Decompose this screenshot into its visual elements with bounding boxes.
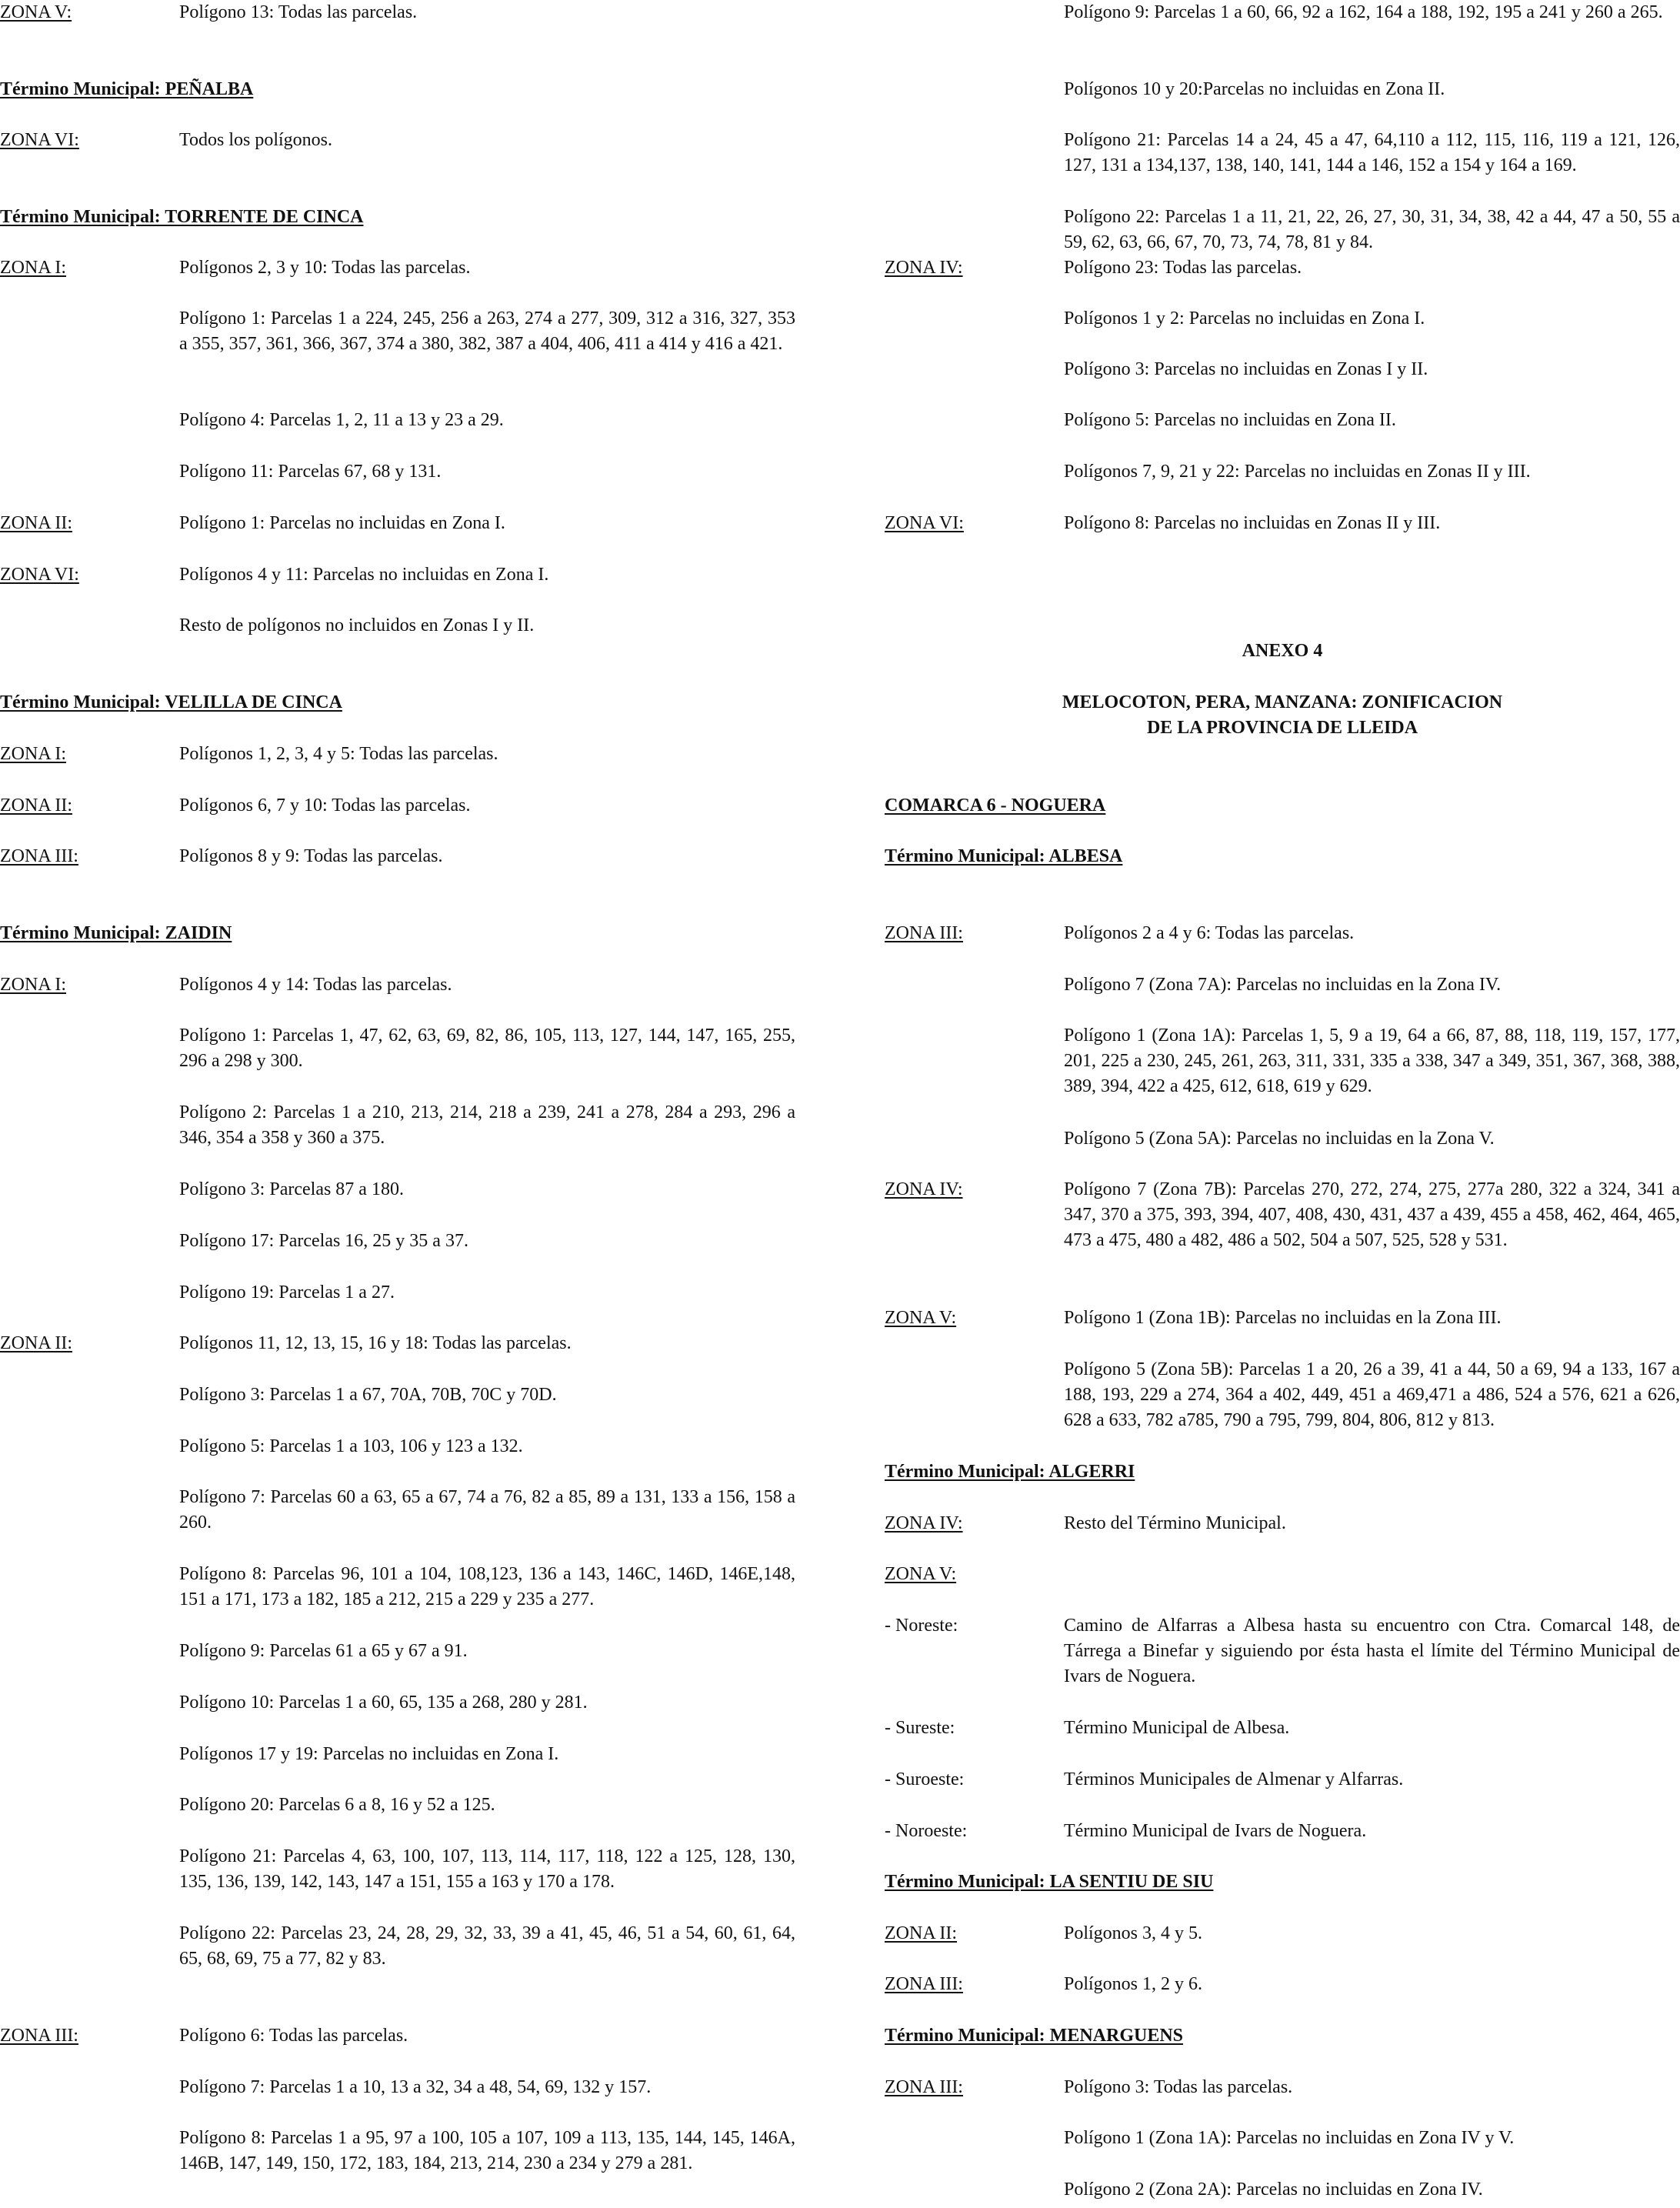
zone-label: - Noroeste: <box>885 1821 968 1841</box>
zone-description: Polígono 7 (Zona 7A): Parcelas no incluidas en la Zona IV. <box>1064 975 1502 995</box>
municipality-heading: Término Municipal: ALGERRI <box>885 1462 1135 1482</box>
zone-description: Resto del Término Municipal. <box>1064 1513 1286 1533</box>
municipality-heading: Término Municipal: ALBESA <box>885 846 1123 866</box>
zone-description: Polígono 8: Parcelas 1 a 95, 97 a 100, 105 a 107, 109 a 113, 135, 144, 145, 146A, 146B, 147, 149, 150, 172, 183, 184, 213, 214, 230 a 234 y 279 a 281. <box>179 2128 795 2173</box>
zone-label: - Noreste: <box>885 1616 958 1636</box>
zone-label: ZONA II: <box>0 1333 72 1353</box>
zone-label: ZONA III: <box>885 2077 963 2097</box>
zone-description: Polígono 21: Parcelas 14 a 24, 45 a 47, 64,110 a 112, 115, 116, 119 a 121, 126, 127, 131 a 134,137, 138, 140, 141, 144 a 146, 152 a 154 y 164 a 169. <box>1064 130 1680 175</box>
zone-description: Polígonos 10 y 20:Parcelas no incluidas en Zona II. <box>1064 79 1445 99</box>
zone-label: ZONA II: <box>885 1923 957 1943</box>
zone-description: Polígono 1 (Zona 1A): Parcelas no incluidas en Zona IV y V. <box>1064 2128 1515 2148</box>
zone-label: ZONA III: <box>0 846 78 866</box>
zone-description: Polígono 3: Parcelas 1 a 67, 70A, 70B, 70C y 70D. <box>179 1385 557 1405</box>
zone-description: Polígono 3: Parcelas no incluidas en Zonas I y II. <box>1064 359 1428 379</box>
zone-description: Polígono 2: Parcelas 1 a 210, 213, 214, 218 a 239, 241 a 278, 284 a 293, 296 a 346, 354 a 358 y 360 a 375. <box>179 1102 795 1148</box>
zone-label: ZONA V: <box>885 1308 957 1328</box>
zone-description: Polígonos 1 y 2: Parcelas no incluidas en Zona I. <box>1064 309 1425 329</box>
zone-label: ZONA IV: <box>885 1513 963 1533</box>
zone-label: ZONA VI: <box>885 513 964 533</box>
zone-description: Polígono 4: Parcelas 1, 2, 11 a 13 y 23 a 29. <box>179 410 504 430</box>
zone-label: ZONA IV: <box>885 1179 963 1199</box>
zone-description: Polígono 6: Todas las parcelas. <box>179 2026 408 2046</box>
zone-description: Polígono 9: Parcelas 61 a 65 y 67 a 91. <box>179 1641 468 1661</box>
zone-description: Término Municipal de Albesa. <box>1064 1718 1290 1738</box>
zone-description: Todos los polígonos. <box>179 130 333 150</box>
zone-description: Polígonos 6, 7 y 10: Todas las parcelas. <box>179 795 471 815</box>
zone-description: Polígonos 2 a 4 y 6: Todas las parcelas. <box>1064 923 1355 943</box>
annex-title: ANEXO 4 <box>1242 641 1323 661</box>
municipality-heading: COMARCA 6 - NOGUERA <box>885 795 1106 815</box>
zone-description: Polígono 1: Parcelas no incluidas en Zona I. <box>179 513 505 533</box>
annex-subtitle-line1: MELOCOTON, PERA, MANZANA: ZONIFICACION <box>1062 692 1503 712</box>
zone-label: ZONA IV: <box>885 258 963 278</box>
zone-label: ZONA I: <box>0 975 66 995</box>
zone-description: Polígono 1 (Zona 1B): Parcelas no incluidas en la Zona III. <box>1064 1308 1502 1328</box>
zone-description: Polígono 7: Parcelas 1 a 10, 13 a 32, 34 a 48, 54, 69, 132 y 157. <box>179 2077 652 2097</box>
zone-label: ZONA V: <box>885 1564 957 1584</box>
annex-subtitle-line2: DE LA PROVINCIA DE LLEIDA <box>1146 718 1418 738</box>
zone-label: ZONA VI: <box>0 565 79 585</box>
zone-description: Polígono 3: Todas las parcelas. <box>1064 2077 1293 2097</box>
municipality-heading: Término Municipal: TORRENTE DE CINCA <box>0 207 364 227</box>
municipality-heading: Término Municipal: ZAIDIN <box>0 923 232 943</box>
zone-description: Polígono 5 (Zona 5B): Parcelas 1 a 20, 26 a 39, 41 a 44, 50 a 69, 94 a 133, 167 a 188, 193, 229 a 274, 364 a 402, 449, 451 a 469,471 a 486, 524 a 576, 621 a 626, 628 a 633, 782 a785, 790 a 795, 799, 804, 806, 812 y 813. <box>1064 1359 1680 1430</box>
zone-label: - Suroeste: <box>885 1769 965 1789</box>
zone-description: Polígono 1: Parcelas 1 a 224, 245, 256 a 263, 274 a 277, 309, 312 a 316, 327, 353 a 355, 357, 361, 366, 367, 374 a 380, 382, 387 a 404, 406, 411 a 414 y 416 a 421. <box>179 309 795 354</box>
municipality-heading: Término Municipal: LA SENTIU DE SIU <box>885 1872 1214 1892</box>
zone-description: Resto de polígonos no incluidos en Zonas I y II. <box>179 615 535 635</box>
zone-description: Polígonos 3, 4 y 5. <box>1064 1923 1203 1943</box>
zone-description: Polígonos 17 y 19: Parcelas no incluidas en Zona I. <box>179 1744 559 1764</box>
zone-label: ZONA III: <box>885 923 963 943</box>
zone-description: Polígonos 1, 2, 3, 4 y 5: Todas las parcelas. <box>179 744 498 764</box>
zone-label: ZONA V: <box>0 2 72 22</box>
zone-description: Polígono 5 (Zona 5A): Parcelas no incluidas en la Zona V. <box>1064 1129 1495 1149</box>
zone-description: Términos Municipales de Almenar y Alfarras. <box>1064 1769 1404 1789</box>
zone-description: Polígonos 11, 12, 13, 15, 16 y 18: Todas las parcelas. <box>179 1333 572 1353</box>
zone-label: ZONA I: <box>0 744 66 764</box>
zone-description: Polígono 19: Parcelas 1 a 27. <box>179 1282 395 1302</box>
zone-label: ZONA VI: <box>0 130 79 150</box>
zone-label: ZONA III: <box>0 2026 78 2046</box>
zone-description: Polígono 3: Parcelas 87 a 180. <box>179 1179 404 1199</box>
zone-description: Polígonos 8 y 9: Todas las parcelas. <box>179 846 443 866</box>
zone-description: Polígono 21: Parcelas 4, 63, 100, 107, 113, 114, 117, 118, 122 a 125, 128, 130, 135, 136, 139, 142, 143, 147 a 151, 155 a 163 y 170 a 178. <box>179 1846 795 1892</box>
zone-description: Polígono 9: Parcelas 1 a 60, 66, 92 a 162, 164 a 188, 192, 195 a 241 y 260 a 265. <box>1064 2 1663 22</box>
municipality-heading: Término Municipal: VELILLA DE CINCA <box>0 692 342 712</box>
municipality-heading: Término Municipal: MENARGUENS <box>885 2026 1184 2046</box>
zone-description: Polígono 17: Parcelas 16, 25 y 35 a 37. <box>179 1231 468 1251</box>
zone-label: ZONA I: <box>0 258 66 278</box>
zone-description: Polígono 1 (Zona 1A): Parcelas 1, 5, 9 a 19, 64 a 66, 87, 88, 118, 119, 157, 177, 201, 225 a 230, 245, 261, 263, 311, 331, 335 a 338, 347 a 349, 351, 367, 368, 388, 389, 394, 422 a 425, 612, 618, 619 y 629. <box>1064 1026 1680 1096</box>
zone-description: Polígonos 1, 2 y 6. <box>1064 1974 1203 1994</box>
zone-description: Polígono 8: Parcelas no incluidas en Zonas II y III. <box>1064 513 1441 533</box>
zone-description: Polígono 7 (Zona 7B): Parcelas 270, 272, 274, 275, 277a 280, 322 a 324, 341 a 347, 370 a 375, 393, 394, 407, 408, 430, 431, 437 a 439, 455 a 458, 462, 464, 465, 473 a 475, 480 a 482, 486 a 502, 504 a 507, 525, 528 y 531. <box>1064 1179 1680 1250</box>
zone-description: Polígono 22: Parcelas 1 a 11, 21, 22, 26, 27, 30, 31, 34, 38, 42 a 44, 47 a 50, 55 a 59, 62, 63, 66, 67, 70, 73, 74, 78, 81 y 84. <box>1064 207 1680 252</box>
zone-description: Polígonos 2, 3 y 10: Todas las parcelas. <box>179 258 471 278</box>
zone-description: Polígonos 4 y 14: Todas las parcelas. <box>179 975 452 995</box>
zone-description: Polígonos 4 y 11: Parcelas no incluidas en Zona I. <box>179 565 549 585</box>
zone-description: Término Municipal de Ivars de Noguera. <box>1064 1821 1367 1841</box>
zone-description: Polígono 7: Parcelas 60 a 63, 65 a 67, 74 a 76, 82 a 85, 89 a 131, 133 a 156, 158 a 260. <box>179 1487 795 1533</box>
zone-description: Polígono 5: Parcelas no incluidas en Zona II. <box>1064 410 1396 430</box>
zone-description: Polígono 2 (Zona 2A): Parcelas no incluidas en Zona IV. <box>1064 2180 1483 2200</box>
municipality-heading: Término Municipal: PEÑALBA <box>0 79 254 99</box>
zone-label: ZONA III: <box>885 1974 963 1994</box>
zone-description: Polígono 5: Parcelas 1 a 103, 106 y 123 a 132. <box>179 1436 523 1456</box>
zone-description: Polígono 1: Parcelas 1, 47, 62, 63, 69, 82, 86, 105, 113, 127, 144, 147, 165, 255, 296 a 298 y 300. <box>179 1026 795 1071</box>
zone-description: Camino de Alfarras a Albesa hasta su encuentro con Ctra. Comarcal 148, de Tárrega a Binefar y siguiendo por ésta hasta el límite del Término Municipal de Ivars de Noguera. <box>1064 1616 1680 1686</box>
zone-description: Polígono 22: Parcelas 23, 24, 28, 29, 32, 33, 39 a 41, 45, 46, 51 a 54, 60, 61, 64, 65, 68, 69, 75 a 77, 82 y 83. <box>179 1923 795 1969</box>
zone-description: Polígono 11: Parcelas 67, 68 y 131. <box>179 462 442 482</box>
zone-description: Polígonos 7, 9, 21 y 22: Parcelas no incluidas en Zonas II y III. <box>1064 462 1531 482</box>
zone-description: Polígono 23: Todas las parcelas. <box>1064 258 1302 278</box>
zone-description: Polígono 8: Parcelas 96, 101 a 104, 108,123, 136 a 143, 146C, 146D, 146E,148, 151 a 171, 173 a 182, 185 a 212, 215 a 229 y 235 a 277. <box>179 1564 795 1609</box>
zone-label: - Sureste: <box>885 1718 955 1738</box>
zone-description: Polígono 10: Parcelas 1 a 60, 65, 135 a 268, 280 y 281. <box>179 1693 588 1713</box>
zone-label: ZONA II: <box>0 513 72 533</box>
zone-description: Polígono 13: Todas las parcelas. <box>179 2 418 22</box>
zone-label: ZONA II: <box>0 795 72 815</box>
zone-description: Polígono 20: Parcelas 6 a 8, 16 y 52 a 125. <box>179 1795 495 1815</box>
